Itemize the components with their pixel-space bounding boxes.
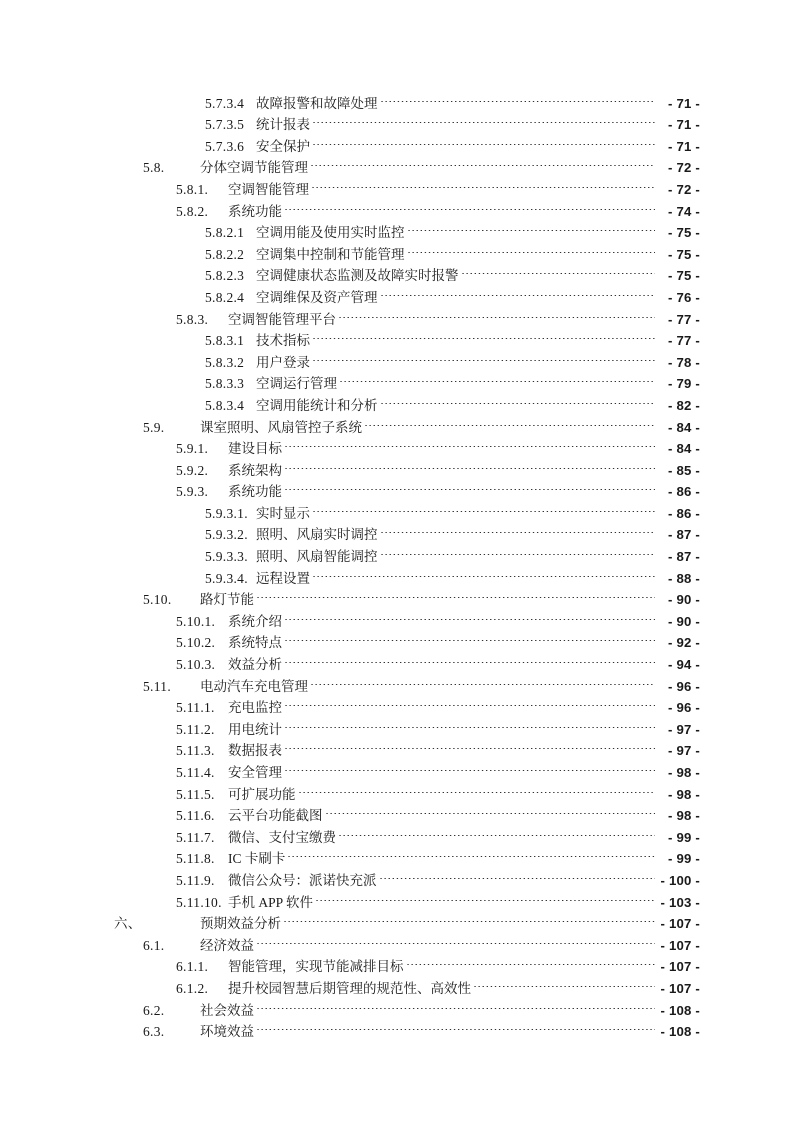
toc-entry-number: 5.7.3.5 <box>205 117 245 133</box>
toc-entry-number: 5.11.2. <box>176 721 215 737</box>
toc-entry-number: 5.8.3.3 <box>205 376 245 392</box>
toc-entry-page-number: - 98 - <box>668 786 700 802</box>
toc-entry-title: 路灯节能 <box>200 592 254 608</box>
toc-entry-number: 5.9.3.2. <box>205 527 248 543</box>
toc-dot-leader <box>325 799 656 821</box>
toc-entry-page-number: - 107 - <box>660 980 700 996</box>
toc-entry-page-number: - 72 - <box>668 181 700 197</box>
toc-dot-leader <box>473 971 655 993</box>
toc-entry-title: 空调用能及使用实时监控 <box>256 225 405 241</box>
toc-dot-leader <box>311 172 655 194</box>
toc-dot-leader <box>284 691 655 713</box>
toc-entry-title: 智能管理，实现节能减排目标 <box>228 959 404 975</box>
toc-dot-leader <box>284 453 655 475</box>
toc-entry-number: 5.11.1. <box>176 700 215 716</box>
toc-entry-number: 5.8.2.4 <box>205 289 245 305</box>
toc-entry-title: 系统介绍 <box>228 613 282 629</box>
toc-entry-number: 6.3. <box>143 1024 165 1040</box>
toc-dot-leader <box>284 626 655 648</box>
toc-entry-number: 5.10.2. <box>176 635 216 651</box>
toc-entry-title: 空调智能管理 <box>228 181 309 197</box>
toc-entry-page-number: - 107 - <box>660 916 700 932</box>
toc-dot-leader <box>284 475 655 497</box>
toc-entry-page-number: - 103 - <box>660 894 700 910</box>
toc-entry-title: 预期效益分析 <box>200 916 281 932</box>
toc-entry-page-number: - 74 - <box>668 203 700 219</box>
toc-entry-page-number: - 86 - <box>668 484 700 500</box>
toc-entry-number: 5.11.5. <box>176 786 215 802</box>
toc-dot-leader <box>379 863 656 885</box>
toc-dot-leader <box>256 1015 655 1037</box>
toc-dot-leader <box>284 194 655 216</box>
toc-entry-number: 5.8.3.2 <box>205 354 245 370</box>
toc-dot-leader <box>380 539 656 561</box>
toc-entry-page-number: - 84 - <box>668 441 700 457</box>
toc-entry-number: 5.9.2. <box>176 462 209 478</box>
toc-dot-leader <box>312 345 655 367</box>
toc-entry-title: 照明、风扇实时调控 <box>256 527 378 543</box>
toc-entry-page-number: - 107 - <box>660 959 700 975</box>
toc-dot-leader <box>380 86 656 108</box>
toc-dot-leader <box>310 151 655 173</box>
toc-entry-number: 5.7.3.4 <box>205 95 245 111</box>
toc-dot-leader <box>380 388 656 410</box>
toc-dot-leader <box>312 496 655 518</box>
toc-dot-leader <box>380 280 656 302</box>
toc-dot-leader <box>256 993 655 1015</box>
toc-entry-page-number: - 84 - <box>668 419 700 435</box>
toc-entry-page-number: - 85 - <box>668 462 700 478</box>
toc-entry-number: 6.1. <box>143 937 165 953</box>
toc-dot-leader <box>364 410 655 432</box>
toc-entry-title: 分体空调节能管理 <box>200 160 308 176</box>
toc-dot-leader <box>407 237 656 259</box>
toc-entry-number: 5.7.3.6 <box>205 138 245 154</box>
toc-entry-number: 5.11.7. <box>176 829 215 845</box>
toc-entry-number: 5.11.8. <box>176 851 215 867</box>
toc-entry-page-number: - 87 - <box>668 549 700 565</box>
toc-entry-page-number: - 99 - <box>668 829 700 845</box>
toc-entry-title: 效益分析 <box>228 657 282 673</box>
toc-dot-leader <box>256 583 655 605</box>
toc-entry-title: 照明、风扇智能调控 <box>256 549 378 565</box>
toc-entry-number: 5.10.1. <box>176 613 216 629</box>
toc-entry-title: 社会效益 <box>200 1002 254 1018</box>
toc-entry-title: 可扩展功能 <box>228 786 296 802</box>
toc-dot-leader <box>284 647 655 669</box>
toc-entry-number: 5.9.3.4. <box>205 570 248 586</box>
toc-entry-page-number: - 71 - <box>668 117 700 133</box>
toc-entry-number: 5.9.1. <box>176 441 209 457</box>
toc-dot-leader <box>284 734 655 756</box>
toc-entry-title: 系统架构 <box>228 462 282 478</box>
toc-entry-title: 空调用能统计和分析 <box>256 397 378 413</box>
toc-entry-title: 提升校园智慧后期管理的规范性、高效性 <box>228 980 471 996</box>
toc-entry-title: 微信公众号：派诺快充派 <box>228 872 377 888</box>
toc-dot-leader <box>284 604 655 626</box>
toc-entry-number: 5.11.4. <box>176 765 215 780</box>
toc-entry-number: 5.8.3.4 <box>205 397 245 413</box>
toc-entry-number: 5.9.3. <box>176 484 209 500</box>
toc-dot-leader <box>338 820 655 842</box>
toc-entry-title: 系统功能 <box>228 484 282 500</box>
toc-entry-title: 用电统计 <box>228 721 282 737</box>
toc-entry-number: 5.8.3. <box>176 311 209 327</box>
toc-entry-page-number: - 75 - <box>668 225 700 241</box>
toc-entry-number: 5.11.6. <box>176 808 215 824</box>
toc-entry-number: 5.8.2.1 <box>205 225 245 241</box>
toc-entry-page-number: - 72 - <box>668 160 700 176</box>
toc-entry-title: 微信、支付宝缴费 <box>228 829 336 845</box>
toc-entry-title: 空调运行管理 <box>256 376 337 392</box>
toc-dot-leader <box>380 518 656 540</box>
toc-entry-number: 5.11.3. <box>176 743 215 759</box>
toc-entry-title: 课室照明、风扇管控子系统 <box>200 419 362 435</box>
toc-entry-page-number: - 75 - <box>668 268 700 284</box>
toc-entry-page-number: - 71 - <box>668 95 700 111</box>
toc-dot-leader <box>339 367 655 389</box>
toc-entry-title: 实时显示 <box>256 505 310 521</box>
toc-entry-page-number: - 79 - <box>668 376 700 392</box>
toc-dot-leader <box>284 755 655 777</box>
toc-entry-title: 环境效益 <box>200 1024 254 1040</box>
toc-entry-number: 5.9.3.1. <box>205 505 248 521</box>
toc-entry-title: 故障报警和故障处理 <box>256 95 378 111</box>
toc-entry-title: 电动汽车充电管理 <box>200 678 308 694</box>
toc-entry-page-number: - 97 - <box>668 743 700 759</box>
toc-entry-title: 空调集中控制和节能管理 <box>256 246 405 262</box>
toc-entry-page-number: - 71 - <box>668 138 700 154</box>
toc-entry-title: 空调智能管理平台 <box>228 311 336 327</box>
toc-entry-page-number: - 100 - <box>660 872 700 888</box>
toc-entry-title: 空调维保及资产管理 <box>256 289 378 305</box>
toc-entry-title: 数据报表 <box>228 743 282 759</box>
toc-entry-page-number: - 92 - <box>668 635 700 651</box>
toc-dot-leader <box>406 950 656 972</box>
toc-entry-title: 技术指标 <box>256 333 310 349</box>
toc-entry-number: 5.11. <box>143 678 171 694</box>
toc-entry-page-number: - 86 - <box>668 505 700 521</box>
toc-dot-leader <box>315 885 655 907</box>
toc-entry-page-number: - 98 - <box>668 765 700 780</box>
toc-entry-title: 建设目标 <box>228 441 282 457</box>
toc-dot-leader <box>287 842 655 864</box>
toc-entry-page-number: - 90 - <box>668 592 700 608</box>
toc-entry-title: 充电监控 <box>228 700 282 716</box>
toc-entry-number: 6.1.1. <box>176 959 209 975</box>
toc-dot-leader <box>407 216 656 238</box>
toc-dot-leader <box>312 561 655 583</box>
toc-entry-page-number: - 90 - <box>668 613 700 629</box>
toc-entry-title: 安全管理 <box>228 765 282 780</box>
toc-entry-page-number: - 87 - <box>668 527 700 543</box>
toc-entry-page-number: - 78 - <box>668 354 700 370</box>
toc-entry-number: 6.2. <box>143 1002 165 1018</box>
toc-entry-title: 手机 APP 软件 <box>228 894 314 910</box>
toc-entry-page-number: - 75 - <box>668 246 700 262</box>
toc-entry-page-number: - 77 - <box>668 333 700 349</box>
toc-entry-number: 5.10.3. <box>176 657 216 673</box>
toc-entry-number: 5.8.2.3 <box>205 268 245 284</box>
toc-dot-leader <box>312 129 655 151</box>
toc-entry-page-number: - 99 - <box>668 851 700 867</box>
table-of-contents <box>0 86 793 1040</box>
toc-entry[interactable] <box>0 86 793 111</box>
toc-dot-leader <box>312 108 655 130</box>
toc-dot-leader <box>312 324 655 346</box>
toc-entry-title: 系统特点 <box>228 635 282 651</box>
toc-entry-page-number: - 97 - <box>668 721 700 737</box>
toc-entry-title: 远程设置 <box>256 570 310 586</box>
toc-entry-number: 5.10. <box>143 592 172 608</box>
toc-entry-page-number: - 94 - <box>668 657 700 673</box>
toc-entry-page-number: - 88 - <box>668 570 700 586</box>
toc-entry-number: 六、 <box>114 916 142 932</box>
toc-dot-leader <box>310 669 655 691</box>
toc-dot-leader <box>298 777 656 799</box>
toc-entry-number: 5.8. <box>143 160 165 176</box>
toc-dot-leader <box>256 928 655 950</box>
toc-entry-page-number: - 76 - <box>668 289 700 305</box>
toc-entry-number: 5.8.1. <box>176 181 209 197</box>
toc-entry-page-number: - 108 - <box>660 1024 700 1040</box>
toc-entry-number: 5.8.2.2 <box>205 246 245 262</box>
toc-entry-number: 5.9. <box>143 419 165 435</box>
toc-dot-leader <box>284 432 655 454</box>
toc-entry-title: 系统功能 <box>228 203 282 219</box>
toc-entry-title: 云平台功能截图 <box>228 808 323 824</box>
toc-entry-page-number: - 82 - <box>668 397 700 413</box>
toc-entry-title: 安全保护 <box>256 138 310 154</box>
toc-dot-leader <box>461 259 656 281</box>
toc-dot-leader <box>338 302 655 324</box>
toc-entry-title: IC 卡刷卡 <box>228 851 286 867</box>
toc-entry-title: 经济效益 <box>200 937 254 953</box>
toc-dot-leader <box>284 712 655 734</box>
toc-entry-page-number: - 96 - <box>668 700 700 716</box>
toc-entry-title: 空调健康状态监测及故障实时报警 <box>256 268 459 284</box>
toc-entry-number: 5.11.9. <box>176 872 215 888</box>
toc-entry-page-number: - 108 - <box>660 1002 700 1018</box>
toc-entry-page-number: - 98 - <box>668 808 700 824</box>
toc-dot-leader <box>283 907 655 929</box>
toc-entry-number: 5.11.10. <box>176 894 222 910</box>
toc-entry-number: 5.8.2. <box>176 203 209 219</box>
toc-entry-number: 6.1.2. <box>176 980 209 996</box>
toc-entry-title: 用户登录 <box>256 354 310 370</box>
toc-entry-number: 5.9.3.3. <box>205 549 248 565</box>
toc-entry-page-number: - 77 - <box>668 311 700 327</box>
toc-entry-title: 统计报表 <box>256 117 310 133</box>
toc-entry-page-number: - 107 - <box>660 937 700 953</box>
toc-entry-page-number: - 96 - <box>668 678 700 694</box>
toc-entry-number: 5.8.3.1 <box>205 333 245 349</box>
